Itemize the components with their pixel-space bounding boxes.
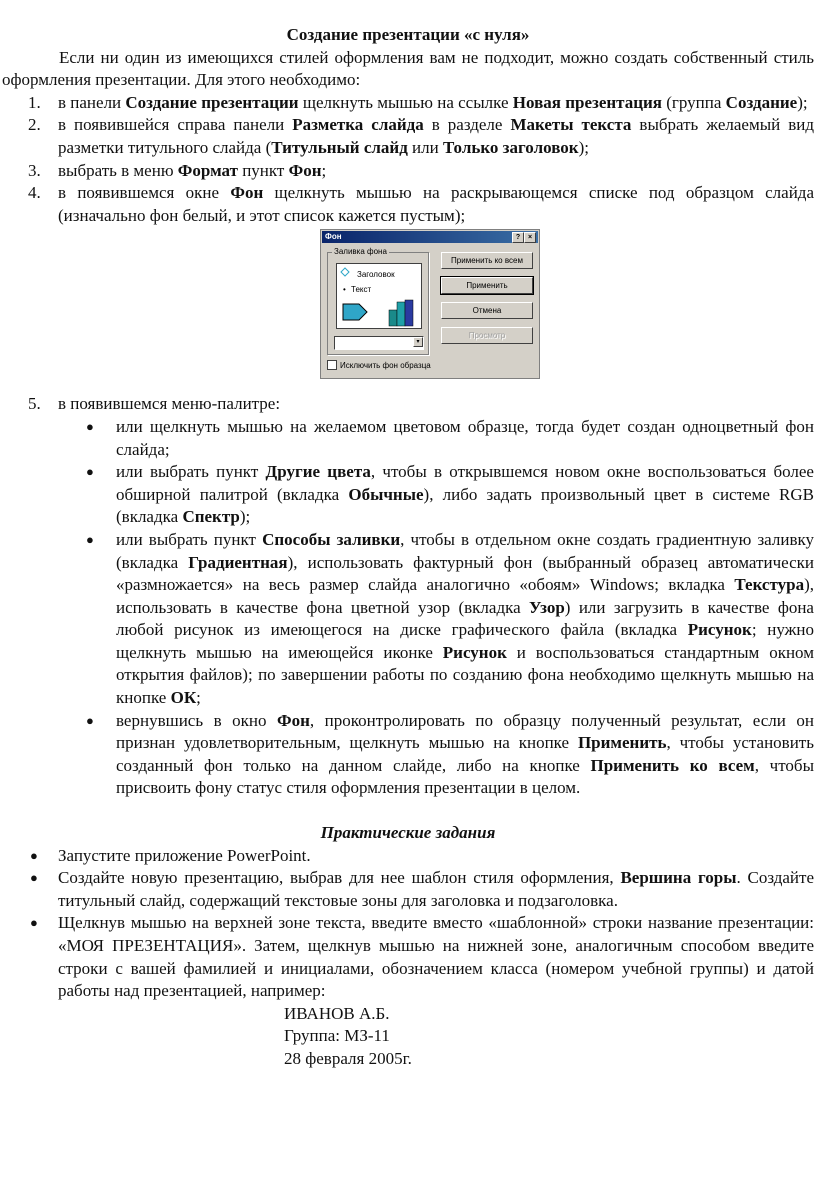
palette-options-list — [0, 416, 816, 800]
list-item: ● или выбрать пункт Другие цвета, чтобы в открывшемся новом окне воспользоваться более обширной палитрой (вкладка Обычные), либо задать произвольный цвет в системе RGB (вкладка Спектр); — [86, 462, 814, 527]
tasks-list — [0, 845, 816, 1003]
step-3: 3. выбрать в меню Формат пункт Фон; — [28, 160, 327, 180]
dialog-title: Фон — [325, 232, 342, 242]
fill-color-dropdown[interactable] — [334, 336, 424, 350]
list-item: ● Запустите приложение PowerPoint. — [30, 845, 311, 865]
apply-all-button[interactable]: Применить ко всем — [441, 252, 533, 269]
document-page — [0, 24, 816, 1071]
dialog-title-bar — [322, 231, 538, 243]
background-dialog — [320, 229, 540, 379]
fill-group-label: Заливка фона — [334, 247, 387, 257]
preview-button[interactable]: Просмотр — [441, 327, 533, 344]
sample-line: Группа: МЗ-11 — [284, 1026, 390, 1046]
bar-icon — [397, 302, 405, 326]
chevron-down-icon[interactable]: ▾ — [413, 337, 423, 347]
arrow-shape-icon — [343, 304, 367, 320]
help-icon[interactable]: ? — [512, 232, 524, 243]
preview-heading-text: Заголовок — [357, 270, 395, 280]
page-title: Создание презентации «с нуля» — [286, 25, 530, 44]
preview-bullet-dot: • — [343, 285, 346, 295]
slide-preview — [336, 263, 422, 329]
practice-title: Практические задания — [320, 823, 496, 843]
sample-line: 28 февраля 2005г. — [284, 1048, 412, 1068]
bar-icon — [405, 300, 413, 326]
intro-paragraph: Если ни один из имеющихся стилей оформления вам не подходит, можно создать собственный стиль оформления презентации. Для этого необходимо: — [2, 47, 814, 90]
slide-preview-graphic — [337, 264, 421, 328]
diamond-icon — [341, 268, 349, 276]
apply-button[interactable]: Применить — [441, 277, 533, 294]
step-4: 4. в появившемся окне Фон щелкнуть мышью на раскрывающемся списке под образцом слайда (изначально фон белый, и этот список кажется пустым); — [28, 183, 814, 225]
steps-list-continued — [0, 393, 816, 416]
list-item: ● или щелкнуть мышью на желаемом цветовом образце, тогда будет создан одноцветный фон слайда; — [86, 416, 814, 459]
checkbox-label: Исключить фон образца — [340, 361, 431, 371]
step-1: 1. в панели Создание презентации щелкнуть мышью на ссылке Новая презентация (группа Создание); — [28, 92, 808, 112]
close-icon[interactable]: × — [524, 232, 536, 243]
fill-group — [327, 247, 429, 355]
sample-line: ИВАНОВ А.Б. — [284, 1003, 390, 1023]
steps-list — [0, 92, 816, 228]
sample-signature-block — [284, 1003, 816, 1071]
list-item: ● Создайте новую презентацию, выбрав для нее шаблон стиля оформления, Вершина горы. Создайте титульный слайд, содержащий текстовые зоны для заголовка и подзаголовка. — [30, 868, 815, 910]
step-2: 2. в появившейся справа панели Разметка слайда в разделе Макеты текста выбрать желаемый вид разметки титульного слайда (Титульный слайд или Только заголовок); — [28, 115, 814, 157]
background-dialog-figure — [0, 229, 816, 391]
list-item: ● вернувшись в окно Фон, проконтролировать по образцу полученный результат, если он признан удовлетворительным, щелкнуть мышью на кнопке Применить, чтобы установить созданный фон только на данном слайде, либо на кнопке Применить ко всем, чтобы присвоить фону статус стиля оформления презентации в целом. — [86, 710, 814, 798]
cancel-button[interactable]: Отмена — [441, 302, 533, 319]
omit-background-checkbox[interactable] — [327, 360, 431, 371]
step-5: 5. в появившемся меню-палитре: — [28, 394, 281, 414]
checkbox-box[interactable] — [327, 360, 337, 370]
list-item: ● Щелкнув мышью на верхней зоне текста, введите вместо «шаблонной» строки название презентации: «МОЯ ПРЕЗЕНТАЦИЯ». Затем, щелкнув мышью на нижней зоне, аналогичным способом введите строки с вашей фамилией и инициалами, обозначением класса (номером учебной группы) и датой работы над презентацией, например: — [30, 913, 814, 1001]
bar-icon — [389, 310, 397, 326]
preview-body-text: Текст — [351, 285, 372, 295]
list-item: ● или выбрать пункт Способы заливки, чтобы в отдельном окне создать градиентную заливку (вкладка Градиентная), использовать фактурный фон (выбранный образец автоматически «размножается» на весь размер слайда аналогично «обоям» Windows; вкладка Текстура), использовать в качестве фона цветной узор (вкладка Узор) или загрузить в качестве фона любой рисунок из имеющегося на диске графического файла (вкладка Рисунок; нужно щелкнуть мышью на имеющейся иконке Рисунок и воспользоваться стандартным окном открытия файлов); по завершении работы по созданию фона необходимо щелкнуть мышью на кнопке ОК; — [86, 529, 814, 708]
